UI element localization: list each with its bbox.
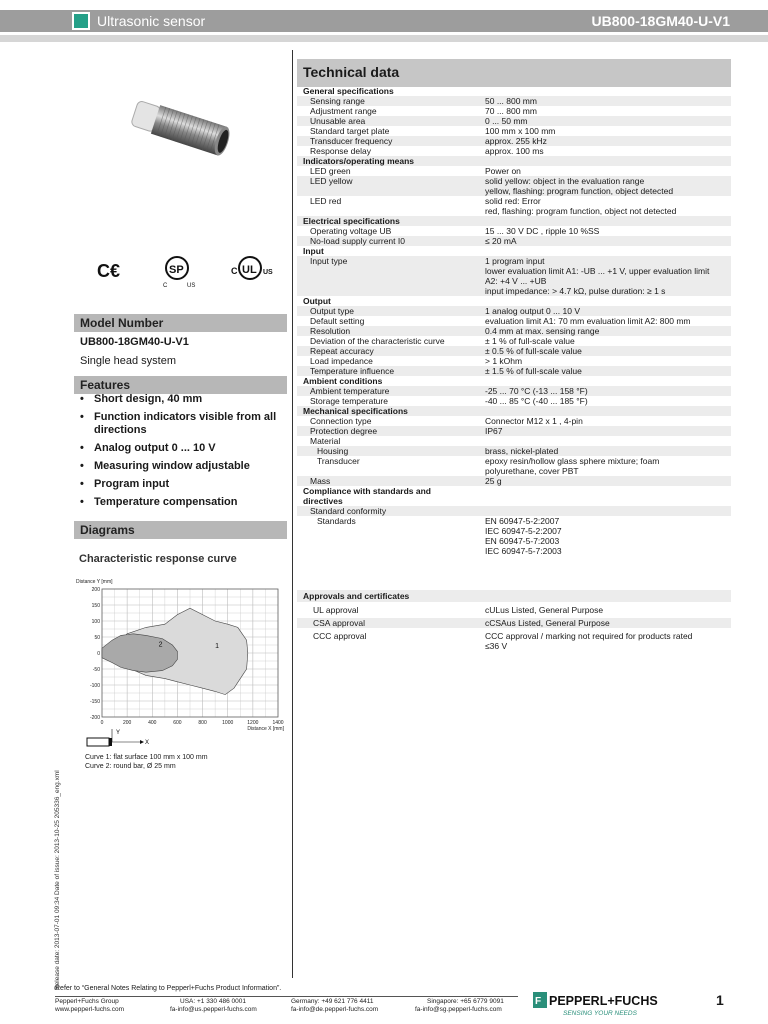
x-tick-label: 1400 [272,720,284,726]
spec-label: Input type [310,256,348,266]
spec-label: LED red [310,196,342,206]
spec-value: Connector M12 x 1 , 4-pin [485,416,583,426]
spec-row [297,396,731,406]
spec-category: Ambient conditions [303,376,383,386]
footer-col [291,998,378,1014]
approval-value: cULus Listed, General Purpose [485,605,604,615]
y-tick-label: -50 [92,666,100,673]
spec-value: -40 ... 85 °C (-40 ... 185 °F) [485,396,588,406]
spec-row [297,256,731,296]
spec-category: Electrical specifications [297,216,731,226]
spec-label: Transducer [317,456,360,466]
spec-row [297,326,731,336]
spec-row [297,316,731,326]
spec-row [297,366,731,376]
spec-value: approx. 100 ms [485,146,544,156]
spec-row [297,176,731,196]
feature-item: • Program input [80,478,290,491]
features-heading: Features [74,376,287,394]
spec-label: Standards [317,516,356,526]
approval-label: UL approval [313,605,359,615]
spec-value: 1 analog output 0 ... 10 V [485,306,580,316]
spec-row [297,346,731,356]
spec-category: Compliance with standards and directives [303,486,431,506]
spec-category: Input [303,246,324,256]
spec-value: approx. 255 kHz [485,136,547,146]
spec-value: 100 mm x 100 mm [485,126,556,136]
spec-value: ± 1.5 % of full-scale value [485,366,582,376]
spec-value: ± 1 % of full-scale value [485,336,575,346]
logo-text: PEPPERL+FUCHS [549,994,658,1008]
spec-value: solid yellow: object in the evaluation range yellow, flashing: program function, object detected [485,176,674,196]
spec-label: Repeat accuracy [310,346,374,356]
spec-value: evaluation limit A1: 70 mm evaluation limit A2: 800 mm [485,316,691,326]
spec-label: Protection degree [310,426,378,436]
spec-value: 0 ... 50 mm [485,116,528,126]
feature-item: • Analog output 0 ... 10 V [80,442,290,455]
spec-value: brass, nickel-plated [485,446,559,456]
spec-value: epoxy resin/hollow glass sphere mixture; foam polyurethane, cover PBT [485,456,660,476]
release-info [52,720,66,990]
spec-row [297,166,731,176]
footer-col [170,998,257,1014]
x-tick-label: 0 [100,720,104,726]
y-tick-label: 100 [91,618,100,625]
spec-label: Operating voltage UB [310,226,392,236]
y-tick-label: -100 [89,682,100,689]
spec-label: Housing [317,446,349,456]
spec-row [297,516,731,556]
approval-row [297,605,731,615]
ul-mark-icon [231,257,273,279]
brand-square-icon [72,12,90,30]
ce-mark-icon [97,261,120,281]
spec-row [297,236,731,246]
spec-value: 15 ... 30 V DC , ripple 10 %SS [485,226,600,236]
footer-email[interactable]: fa-info@de.pepperl-fuchs.com [291,1006,379,1013]
sensor-axis-diagram [85,728,165,750]
spec-label: Mass [310,476,331,486]
svg-text:UL: UL [242,264,257,276]
spec-label: Output type [310,306,354,316]
spec-row [297,126,731,136]
approval-value: cCSAus Listed, General Purpose [485,618,610,628]
model-description: Single head system [80,355,176,367]
spec-row [297,436,731,446]
spec-label: Unusable area [310,116,366,126]
technical-data-heading: Technical data [297,59,731,87]
svg-text:US: US [263,269,273,276]
footer-email[interactable]: fa-info@us.pepperl-fuchs.com [170,1006,257,1013]
feature-item: • Short design, 40 mm [80,393,290,406]
svg-text:F: F [535,996,542,1007]
spec-value: 1 program input lower evaluation limit A1: -UB ... +1 V, upper evaluation limit A2: +4 V ... +UB input impedance: > 4.7 kΩ, pulse duration: ≥ 1 s [485,256,710,296]
spec-value: 25 g [485,476,502,486]
spec-value: 70 ... 800 mm [485,106,537,116]
header-bar [0,10,768,32]
spec-value: ≤ 20 mA [485,236,517,246]
diagram-title: Characteristic response curve [79,553,237,565]
footer-col [415,998,504,1014]
spec-row [297,116,731,126]
spec-category: Indicators/operating means [297,156,731,166]
spec-row [297,426,731,436]
approval-label: CCC approval [313,631,367,641]
spec-row [297,416,731,426]
spec-label: Material [310,436,341,446]
spec-value: 0.4 mm at max. sensing range [485,326,600,336]
spec-row [297,196,731,216]
model-number-heading: Model Number [74,314,287,332]
spec-label: Standard target plate [310,126,390,136]
features-list [80,393,290,514]
curve-label: 1 [215,643,220,651]
spec-label: Connection type [310,416,372,426]
approval-value: CCC approval / marking not required for products rated ≤36 V [485,631,693,651]
spec-row [297,146,731,156]
logo-tagline: SENSING YOUR NEEDS [563,1010,637,1017]
approval-row [297,618,731,628]
spec-row [297,96,731,106]
svg-text:SP: SP [169,264,184,276]
svg-text:C: C [231,266,238,276]
spec-label: Ambient temperature [310,386,390,396]
spec-label: Default setting [310,316,365,326]
curve-note: Curve 1: flat surface 100 mm x 100 mm [85,754,208,761]
y-tick-label: 0 [97,650,100,657]
x-tick-label: 400 [148,720,157,726]
footer-link[interactable]: www.pepperl-fuchs.com [55,1006,124,1013]
diagrams-heading: Diagrams [74,521,287,539]
spec-value [485,436,731,446]
spec-category: Output [303,296,331,306]
curve-notes [85,753,208,771]
footer-divider [55,996,518,997]
footer-text: Singapore: +65 6779 9091 [427,998,504,1005]
spec-label: Load impedance [310,356,373,366]
page-title: Ultrasonic sensor [97,13,206,29]
y-axis-label: Distance Y [mm] [76,579,113,585]
spec-value: Power on [485,166,521,176]
footer-text: Pepperl+Fuchs Group [55,998,119,1005]
spec-value [485,506,731,516]
y-tick-label: 200 [91,586,100,593]
spec-label: LED yellow [310,176,353,186]
x-tick-label: 800 [198,720,207,726]
spec-value: solid red: Error red, flashing: program function, object not detected [485,196,677,216]
certification-marks [95,250,290,290]
sensor-image [120,92,250,167]
approval-row [297,631,731,651]
footer-email[interactable]: fa-info@sg.pepperl-fuchs.com [415,1006,502,1013]
x-tick-label: 200 [122,720,132,726]
csa-mark-icon [163,257,195,289]
header-subbar [0,35,768,42]
spec-label: Transducer frequency [310,136,393,146]
spec-label: Storage temperature [310,396,388,406]
svg-text:US: US [187,283,196,289]
feature-item: • Temperature compensation [80,496,290,509]
spec-row [297,136,731,146]
footer-col [55,998,124,1014]
spec-category: General specifications [303,86,394,96]
release-text: Release date: 2013-07-01 09:34 Date of issue: 2013-10-25 205336_eng.xml [54,770,61,990]
spec-label: Sensing range [310,96,365,106]
pepperl-fuchs-logo [533,990,683,1018]
page-number: 1 [716,992,724,1008]
y-tick-label: -150 [89,698,100,705]
header-model: UB800-18GM40-U-V1 [591,13,730,29]
column-divider [292,50,293,978]
spec-row [297,106,731,116]
technical-data-table [297,86,731,654]
spec-row [297,336,731,346]
axis-y-label: Y [116,730,121,736]
spec-row [297,456,731,476]
spec-row [297,226,731,236]
spec-row [297,446,731,456]
y-tick-label: 150 [91,602,100,609]
spec-category: Mechanical specifications [297,406,731,416]
spec-label: Adjustment range [310,106,377,116]
spec-label: LED green [310,166,351,176]
x-tick-label: 600 [173,720,182,726]
curve-label: 2 [158,641,163,649]
spec-value: > 1 kOhm [485,356,523,366]
footer-refer: Refer to “General Notes Relating to Pepperl+Fuchs Product Information”. [55,985,282,992]
model-number: UB800-18GM40-U-V1 [80,336,189,348]
spec-value: -25 ... 70 °C (-13 ... 158 °F) [485,386,588,396]
x-tick-label: 1000 [222,720,234,726]
spec-row [297,386,731,396]
spec-row [297,476,731,486]
spec-row [297,356,731,366]
x-tick-label: 1200 [247,720,259,726]
spec-row [297,506,731,516]
spec-label: Deviation of the characteristic curve [310,336,445,346]
approvals-heading: Approvals and certificates [297,590,731,602]
spec-value: ± 0.5 % of full-scale value [485,346,582,356]
y-tick-label: -200 [89,714,100,721]
y-tick-label: 50 [94,634,100,641]
footer-text: USA: +1 330 486 0001 [180,998,246,1005]
spec-label: Resolution [310,326,351,336]
feature-item: • Measuring window adjustable [80,460,290,473]
spec-label: Standard conformity [310,506,387,516]
footer-text: Germany: +49 621 776 4411 [291,998,374,1005]
curve-note: Curve 2: round bar, Ø 25 mm [85,763,176,770]
response-curve-chart [74,577,290,737]
spec-row [297,306,731,316]
spec-label: No-load supply current I0 [310,236,405,246]
svg-text:C€: C€ [97,261,121,281]
spec-label: Temperature influence [310,366,395,376]
x-axis-label: Distance X [mm] [247,726,284,732]
spec-label: Response delay [310,146,371,156]
spec-value: EN 60947-5-2:2007 IEC 60947-5-2:2007 EN 60947-5-7:2003 IEC 60947-5-7:2003 [485,516,562,556]
feature-item: • Function indicators visible from all directions [80,411,290,437]
spec-value: 50 ... 800 mm [485,96,537,106]
approval-label: CSA approval [313,618,365,628]
svg-text:C: C [163,283,168,289]
spec-value: IP67 [485,426,503,436]
axis-x-label: X [145,740,150,746]
